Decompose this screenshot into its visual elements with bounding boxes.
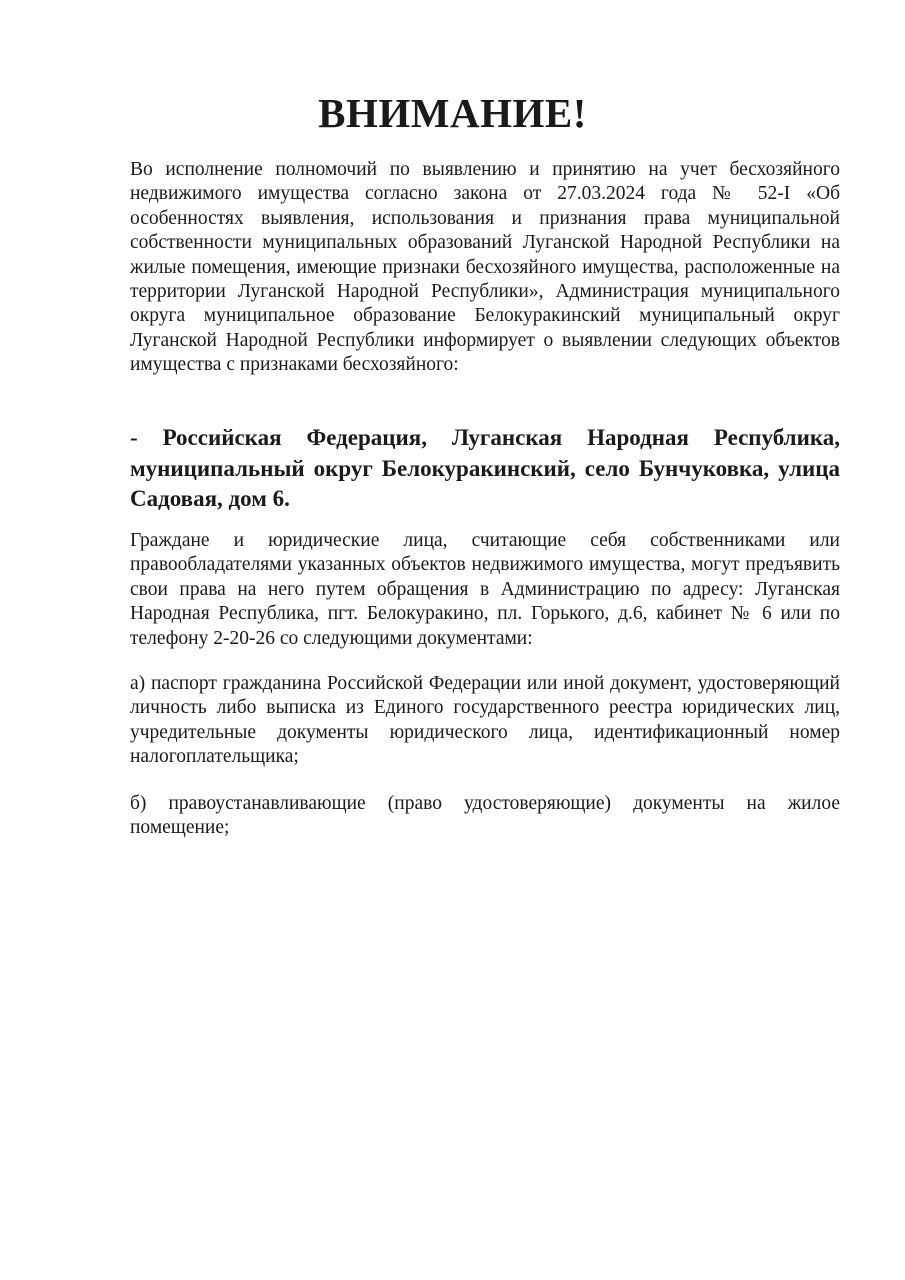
document-title: ВНИМАНИЕ! bbox=[318, 90, 587, 136]
property-address: - Российская Федерация, Луганская Народная Республика, муниципальный округ Белокуракинский, село Бунчуковка, улица Садовая, дом 6. bbox=[130, 425, 840, 511]
citizens-paragraph: Граждане и юридические лица, считающие себя собственниками или правообладателями указанных объектов недвижимого имущества, могут предъявить свои права на него путем обращения в Администрацию по адресу: Луганская Народная Республика, пгт. Белокуракино, пл. Горького, д.6, кабинет № 6 или по телефону 2-20-26 со следующими документами: bbox=[130, 530, 840, 649]
document-list-item-a: а) паспорт гражданина Российской Федерации или иной документ, удостоверяющий личность либо выписка из Единого государственного реестра юридических лиц, учредительные документы юридического лица, идентификационный номер налогоплательщика; bbox=[130, 673, 840, 768]
document-list-item-b: б) правоустанавливающие (право удостоверяющие) документы на жилое помещение; bbox=[130, 793, 840, 839]
intro-paragraph: Во исполнение полномочий по выявлению и принятию на учет бесхозяйного недвижимого имущества согласно закона от 27.03.2024 года № 52-I «Об особенностях выявления, использования и признания права муниципальной собственности муниципальных образований Луганской Народной Республики на жилые помещения, имеющие признаки бесхозяйного имущества, расположенные на территории Луганской Народной Республики», Администрация муниципального округа муниципальное образование Белокуракинский муниципальный округ Луганской Народной Республики информирует о выявлении следующих объектов имущества с признаками бесхозяйного: bbox=[130, 159, 840, 376]
